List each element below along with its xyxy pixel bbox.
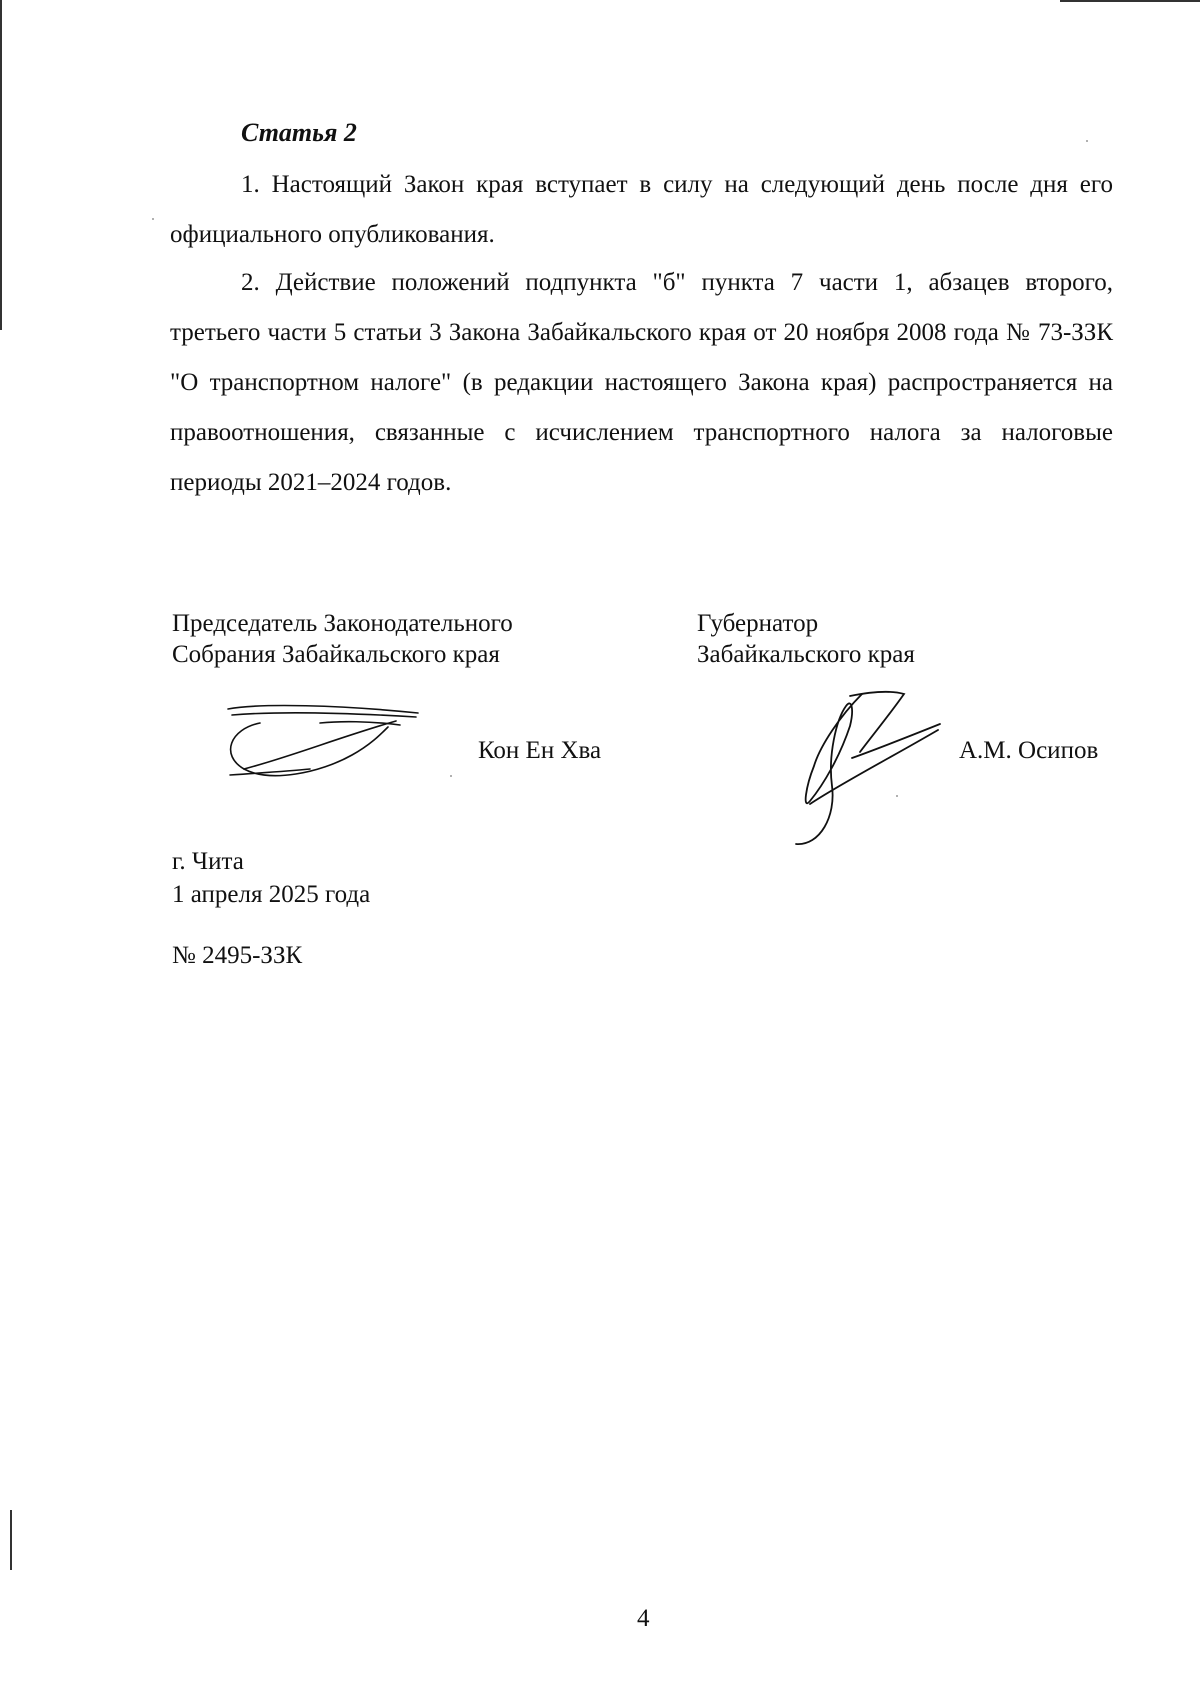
scan-edge-line-left-bottom <box>10 1510 12 1570</box>
scan-edge-line-left <box>0 0 2 330</box>
place-and-date <box>172 845 370 911</box>
paragraph-1-text: 1. Настоящий Закон края вступает в силу на следующий день после дня его официального опубликования. <box>170 171 1113 248</box>
left-title-line-2: Собрания Забайкальского края <box>172 641 500 668</box>
scan-edge-line-top <box>1060 0 1200 2</box>
article-heading: Статья 2 <box>241 118 357 147</box>
city: г. Чита <box>172 848 244 875</box>
right-handwritten-signature <box>780 686 950 851</box>
left-signatory-name: Кон Ен Хва <box>478 737 602 764</box>
scan-speck <box>450 775 452 777</box>
law-number: № 2495-ЗЗК <box>172 942 303 969</box>
right-signatory-name: А.М. Осипов <box>959 737 1099 764</box>
date: 1 апреля 2025 года <box>172 881 371 908</box>
page-number: 4 <box>637 1605 650 1632</box>
left-title-line-1: Председатель Законодательного <box>172 610 513 637</box>
paragraph-2 <box>170 258 1113 508</box>
right-title-line-2: Забайкальского края <box>697 641 915 668</box>
paragraph-1 <box>170 160 1113 260</box>
left-handwritten-signature <box>220 693 430 788</box>
right-title-line-1: Губернатор <box>697 610 819 637</box>
paragraph-2-text: 2. Действие положений подпункта "б" пункта 7 части 1, абзацев второго, третьего части 5 статьи 3 Закона Забайкальского края от 20 ноября 2008 года № 73-ЗЗК "О транспортном налоге" (в редакции настоящего Закона края) распространяется на правоотношения, связанные с исчислением транспортного налога за налоговые периоды 2021–2024 годов. <box>170 269 1113 496</box>
scan-speck <box>1086 140 1088 142</box>
scan-speck <box>152 218 154 220</box>
left-signatory-title <box>172 608 513 670</box>
right-signatory-title <box>697 608 915 670</box>
